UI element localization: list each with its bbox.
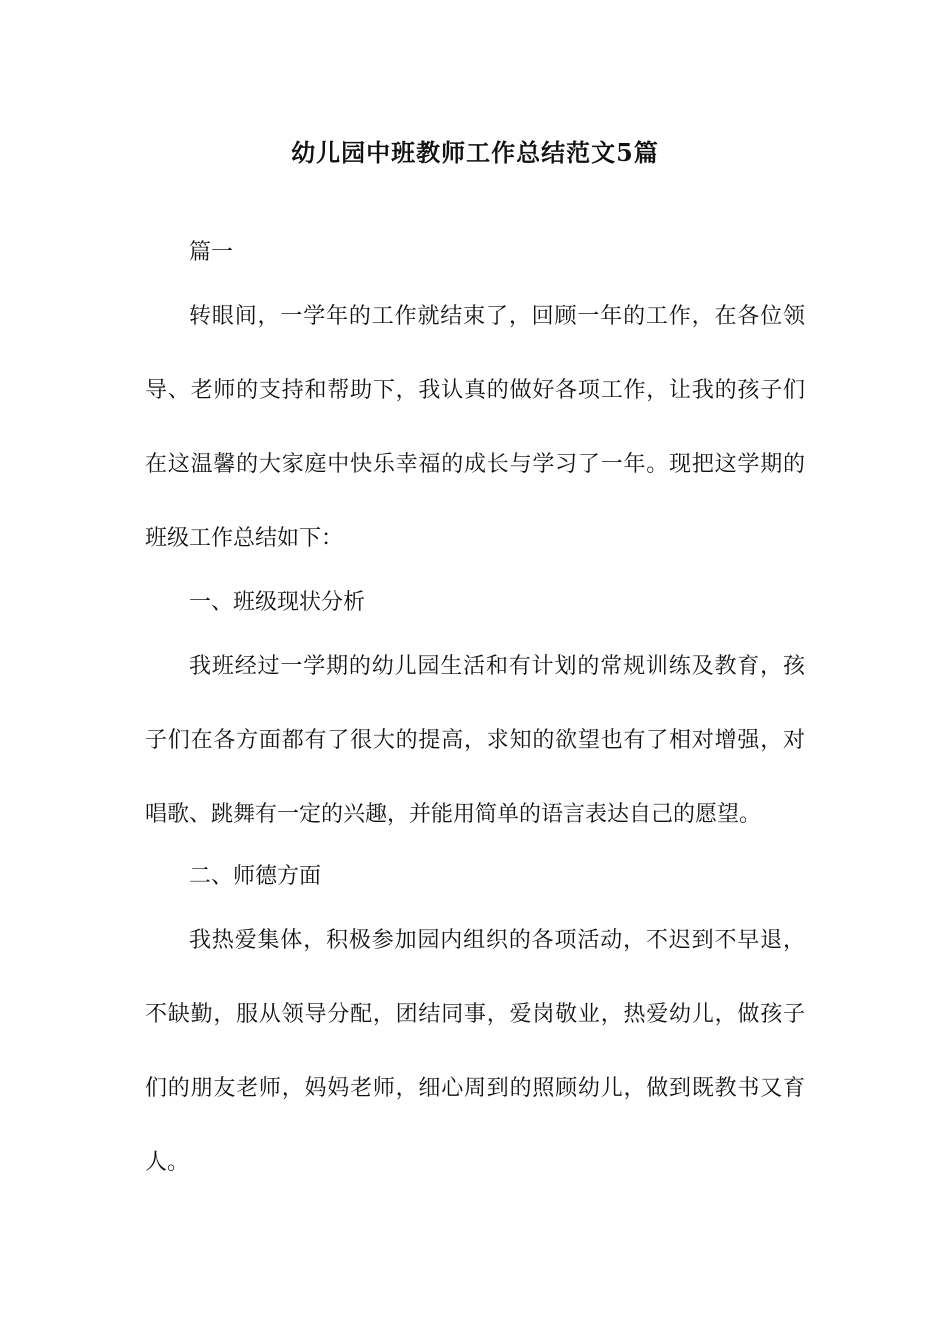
document-title: 幼儿园中班教师工作总结范文5篇 bbox=[291, 138, 659, 167]
paragraph-line: 人。 bbox=[145, 1150, 190, 1175]
paragraph-line: 不缺勤，服从领导分配，团结同事，爱岗敬业，热爱幼儿，做孩子 bbox=[145, 1002, 805, 1027]
section-heading-class-status: 一、班级现状分析 bbox=[189, 590, 366, 615]
section-heading-part-one: 篇一 bbox=[189, 240, 234, 265]
paragraph-line: 班级工作总结如下： bbox=[145, 526, 344, 551]
paragraph-line: 我热爱集体，积极参加园内组织的各项活动，不迟到不早退， bbox=[189, 928, 805, 953]
paragraph-line: 我班经过一学期的幼儿园生活和有计划的常规训练及教育，孩 bbox=[189, 654, 805, 679]
paragraph-line: 转眼间，一学年的工作就结束了，回顾一年的工作，在各位领 bbox=[189, 304, 805, 329]
paragraph-line: 导、老师的支持和帮助下，我认真的做好各项工作，让我的孩子们 bbox=[145, 378, 805, 403]
paragraph-line: 在这温馨的大家庭中快乐幸福的成长与学习了一年。现把这学期的 bbox=[145, 452, 805, 477]
paragraph-line: 子们在各方面都有了很大的提高，求知的欲望也有了相对增强，对 bbox=[145, 728, 805, 753]
paragraph-line: 们的朋友老师，妈妈老师，细心周到的照顾幼儿，做到既教书又育 bbox=[145, 1076, 805, 1101]
paragraph-line: 唱歌、跳舞有一定的兴趣，并能用简单的语言表达自己的愿望。 bbox=[145, 802, 762, 827]
section-heading-ethics: 二、师德方面 bbox=[189, 864, 322, 889]
